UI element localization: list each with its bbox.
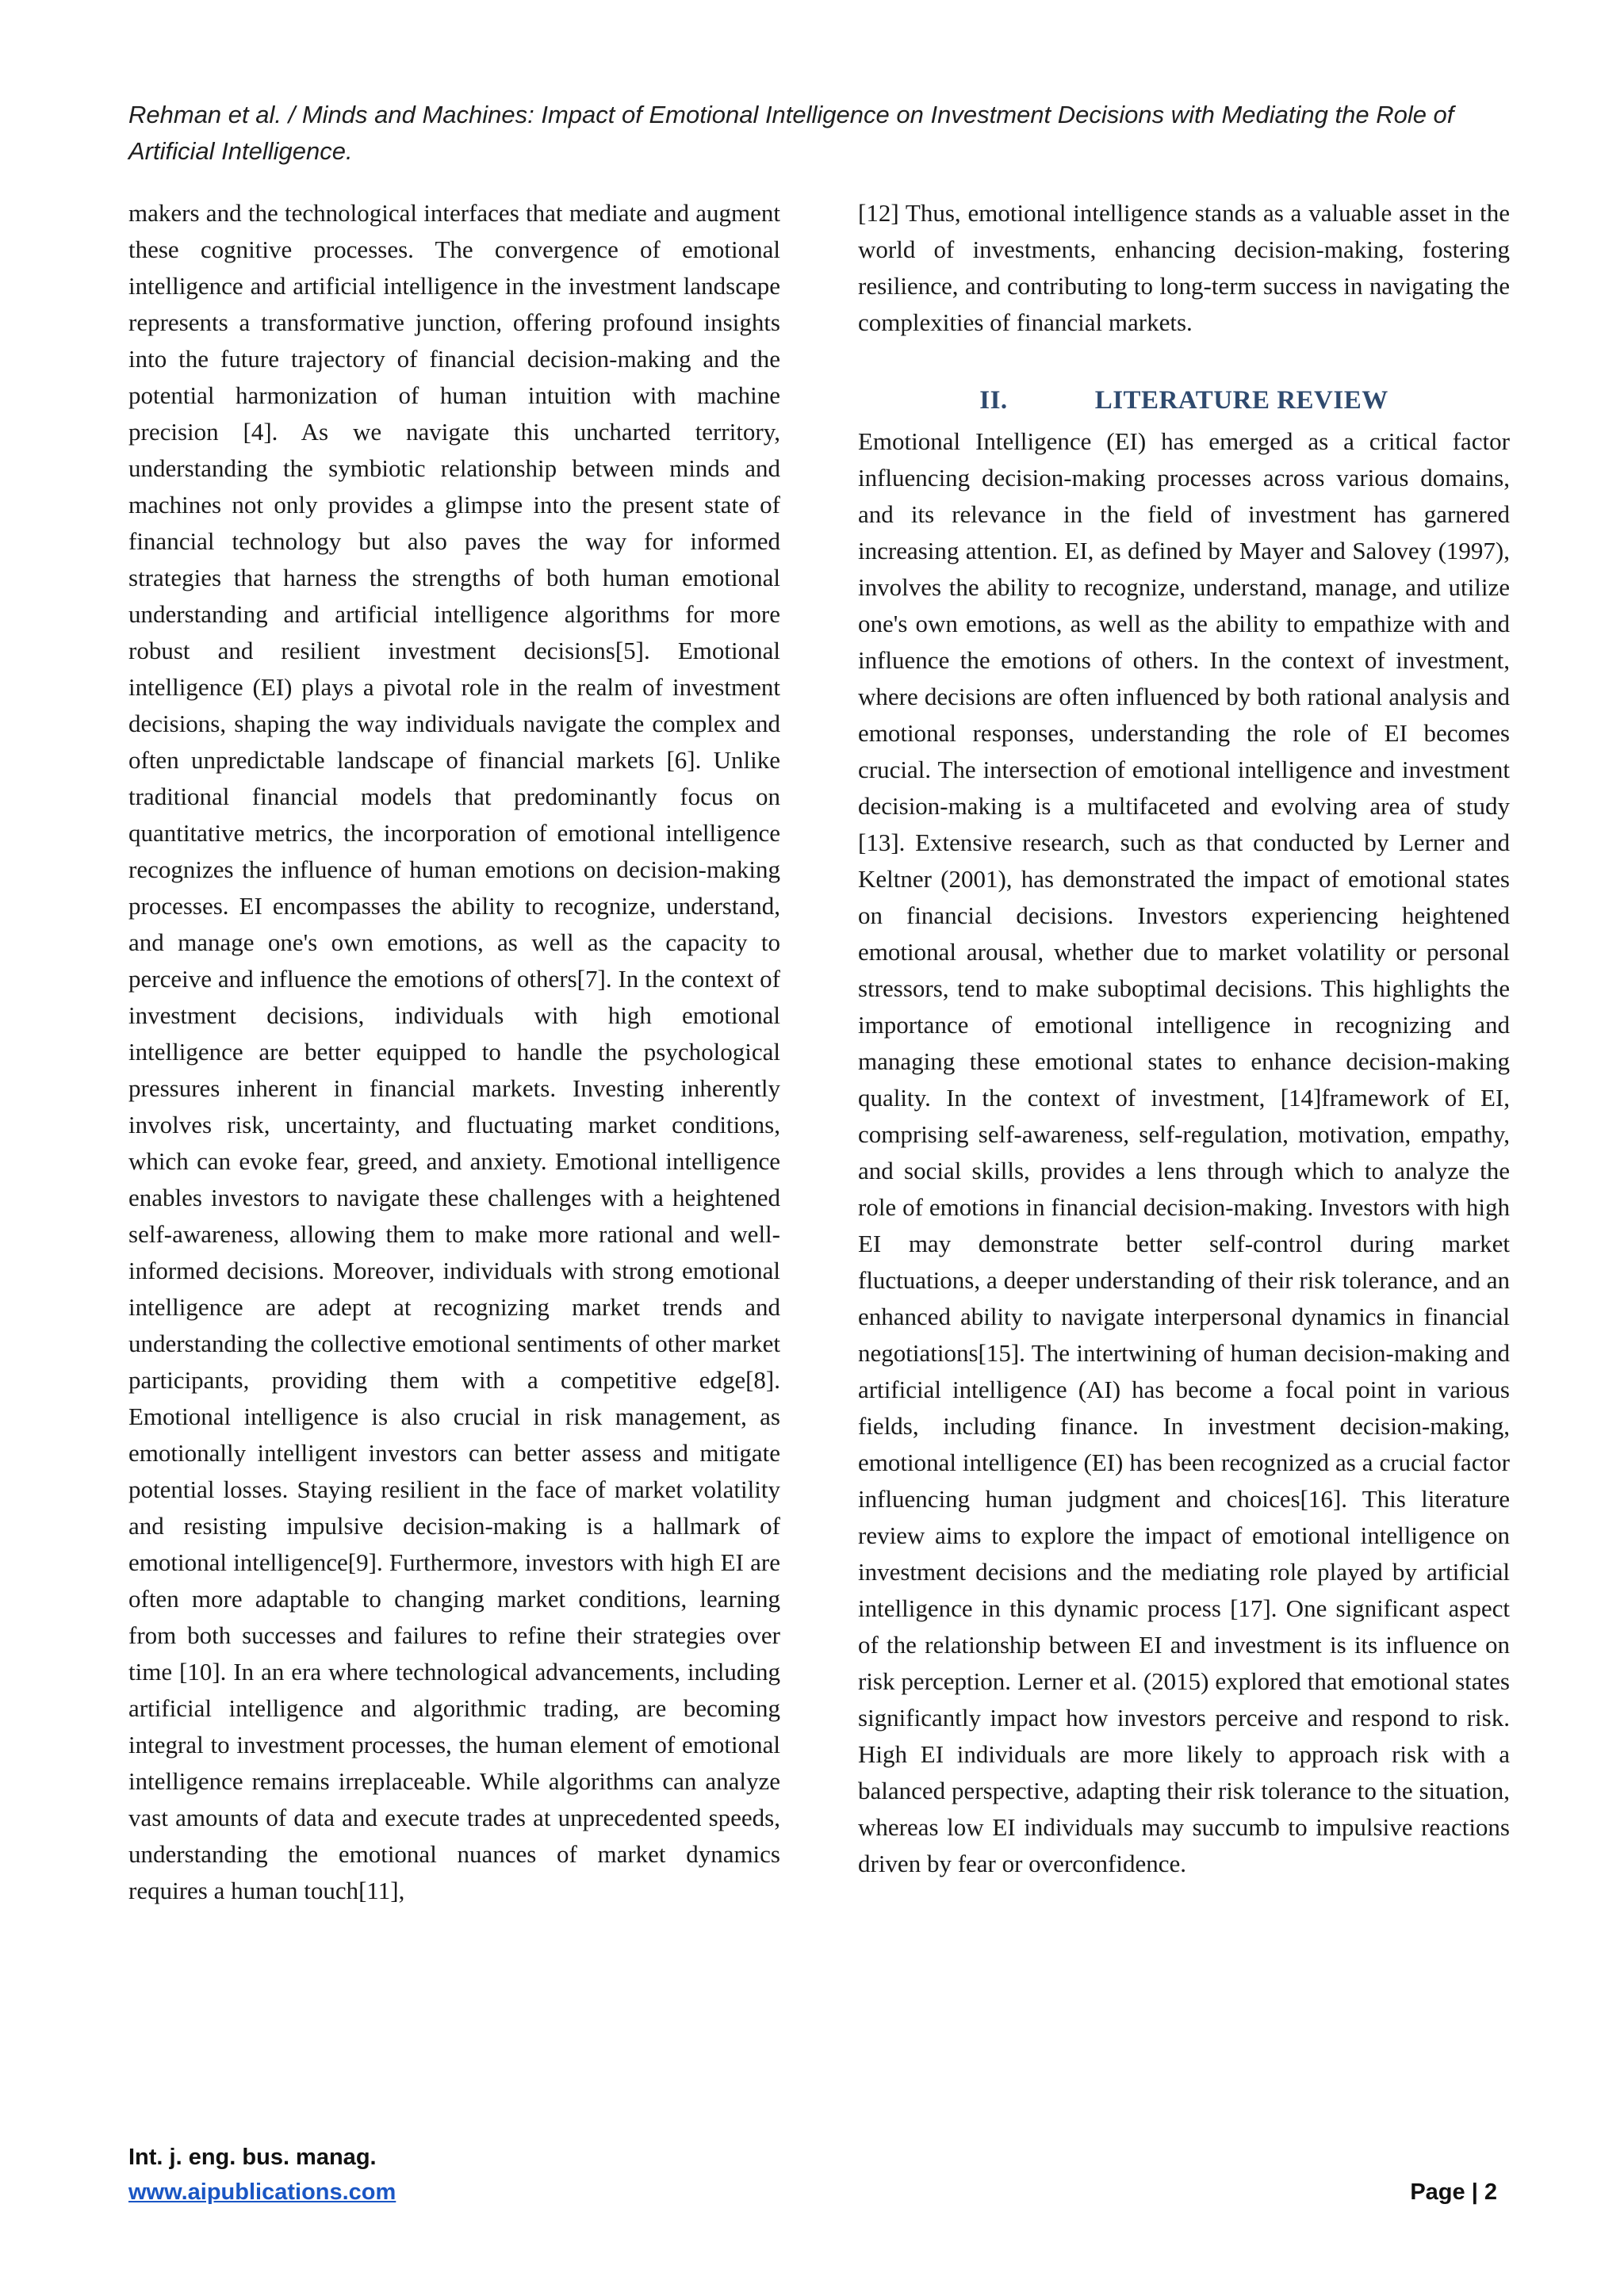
right-column xyxy=(858,195,1510,1882)
section-title: LITERATURE REVIEW xyxy=(1094,386,1388,415)
footer-journal-name: Int. j. eng. bus. manag. xyxy=(128,2145,377,2170)
footer-website-link[interactable]: www.aipublications.com xyxy=(128,2179,396,2205)
body-paragraph: makers and the technological interfaces that mediate and augment these cognitive processes. The convergence of emotional intelligence and artificial intelligence in the investment landscape represents a transformative junction, offering profound insights into the future trajectory of financial decision-making and the potential harmonization of human intuition with machine precision [4]. As we navigate this uncharted territory, understanding the symbiotic relationship between minds and machines not only provides a glimpse into the present state of financial technology but also paves the way for informed strategies that harness the strengths of both human emotional understanding and artificial intelligence algorithms for more robust and resilient investment decisions[5]. Emotional intelligence (EI) plays a pivotal role in the realm of investment decisions, shaping the way individuals navigate the complex and often unpredictable landscape of financial markets [6]. Unlike traditional financial models that predominantly focus on quantitative metrics, the incorporation of emotional intelligence recognizes the influence of human emotions on decision-making processes. EI encompasses the ability to recognize, understand, and manage one's own emotions, as well as the capacity to perceive and influence the emotions of others[7]. In the context of investment decisions, individuals with high emotional intelligence are better equipped to handle the psychological pressures inherent in financial markets. Investing inherently involves risk, uncertainty, and fluctuating market conditions, which can evoke fear, greed, and anxiety. Emotional intelligence enables investors to navigate these challenges with a heightened self-awareness, allowing them to make more rational and well-informed decisions. Moreover, individuals with strong emotional intelligence are adept at recognizing market trends and understanding the collective emotional sentiments of other market participants, providing them with a competitive edge[8]. Emotional intelligence is also crucial in risk management, as emotionally intelligent investors can better assess and mitigate potential losses. Staying resilient in the face of market volatility and resisting impulsive decision-making is a hallmark of emotional intelligence[9]. Furthermore, investors with high EI are often more adaptable to changing market conditions, learning from both successes and failures to refine their strategies over time [10]. In an era where technological advancements, including artificial intelligence and algorithmic trading, are becoming integral to investment processes, the human element of emotional intelligence remains irreplaceable. While algorithms can analyze vast amounts of data and execute trades at unprecedented speeds, understanding the emotional nuances of market dynamics requires a human touch[11], xyxy=(128,199,780,1904)
page-number: Page | 2 xyxy=(1410,2179,1497,2205)
left-column xyxy=(128,195,780,1909)
section-heading xyxy=(858,382,1510,419)
literature-review-paragraph: Emotional Intelligence (EI) has emerged as a critical factor influencing decision-making processes across various domains, and its relevance in the field of investment has garnered increasing attention. EI, as defined by Mayer and Salovey (1997), involves the ability to recognize, understand, manage, and utilize one's own emotions, as well as the ability to empathize with and influence the emotions of others. In the context of investment, where decisions are often influenced by both rational analysis and emotional responses, understanding the role of EI becomes crucial. The intersection of emotional intelligence and investment decision-making is a multifaceted and evolving area of study [13]. Extensive research, such as that conducted by Lerner and Keltner (2001), has demonstrated the impact of emotional states on financial decisions. Investors experiencing heightened emotional arousal, whether due to market volatility or personal stressors, tend to make suboptimal decisions. This highlights the importance of emotional intelligence in recognizing and managing these emotional states to enhance decision-making quality. In the context of investment, [14]framework of EI, comprising self-awareness, self-regulation, motivation, empathy, and social skills, provides a lens through which to analyze the role of emotions in financial decision-making. Investors with high EI may demonstrate better self-control during market fluctuations, a deeper understanding of their risk tolerance, and an enhanced ability to navigate interpersonal dynamics in financial negotiations[15]. The intertwining of human decision-making and artificial intelligence (AI) has become a focal point in various fields, including finance. In investment decision-making, emotional intelligence (EI) has been recognized as a crucial factor influencing human judgment and choices[16]. This literature review aims to explore the impact of emotional intelligence on investment decisions and the mediating role played by artificial intelligence in this dynamic process [17]. One significant aspect of the relationship between EI and investment is its influence on risk perception. Lerner et al. (2015) explored that emotional states significantly impact how investors perceive and respond to risk. High EI individuals are more likely to approach risk with a balanced perspective, adapting their risk tolerance to the situation, whereas low EI individuals may succumb to impulsive reactions driven by fear or overconfidence. xyxy=(858,427,1510,1877)
running-header: Rehman et al. / Minds and Machines: Impact of Emotional Intelligence on Investment Decisions with Mediating the Role of Artificial Intelligence. xyxy=(128,101,1454,165)
body-paragraph-continuation: [12] Thus, emotional intelligence stands as a valuable asset in the world of investments, enhancing decision-making, fostering resilience, and contributing to long-term success in navigating the complexities of financial markets. xyxy=(858,199,1510,336)
section-number: II. xyxy=(979,386,1008,415)
